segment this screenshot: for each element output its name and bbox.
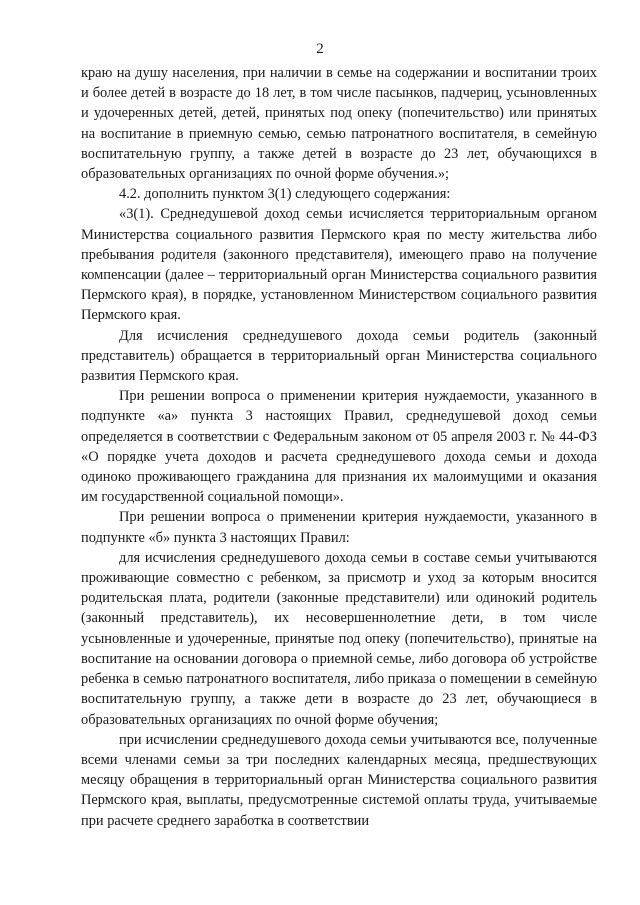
- paragraph-clause-3-1: «3(1). Среднедушевой доход семьи исчисляется территориальным органом Министерства социального развития Пермского края по месту жительства либо пребывания родителя (законного представителя), имеющего право на получение компенсации (далее – территориальный орган Министерства социального развития Пермского края), в порядке, установленном Министерством социального развития Пермского края.: [81, 206, 597, 324]
- document-body: [81, 63, 597, 831]
- paragraph-continuation: краю на душу населения, при наличии в семье на содержании и воспитании троих и более детей в возрасте до 18 лет, в том числе пасынков, падчериц, усыновленных и удочеренных детей, детей, принятых под опеку (попечительство) или принятых на воспитание в приемную семью, семью патронатного воспитателя, в семейную воспитательную группу, а также детей в возрасте до 23 лет, обучающихся в образовательных организациях по очной форме обучения.»;: [81, 65, 597, 183]
- paragraph-amendment-4-2: 4.2. дополнить пунктом 3(1) следующего содержания:: [119, 186, 451, 203]
- paragraph-income-calculation: при исчислении среднедушевого дохода семьи учитываются все, полученные всеми членами семьи за три последних календарных месяца, предшествующих месяцу обращения в территориальный орган Министерства социального развития Пермского края, выплаты, предусмотренные системой оплаты труда, учитываемые при расчете среднего заработка в соответствии: [81, 731, 597, 829]
- paragraph-application: Для исчисления среднедушевого дохода семьи родитель (законный представитель) обращается в территориальный орган Министерства социального развития Пермского края.: [81, 327, 597, 385]
- paragraph-criterion-b: При решении вопроса о применении критерия нуждаемости, указанного в подпункте «б» пункта 3 настоящих Правил:: [81, 509, 597, 546]
- page-number: 2: [316, 41, 324, 57]
- paragraph-family-composition: для исчисления среднедушевого дохода семьи в составе семьи учитываются проживающие совместно с ребенком, за присмотр и уход за которым вносится родительская плата, родители (законные представители) или одинокий родитель (законный представитель), их несовершеннолетние дети, в том числе усыновленные и удочеренные, принятые под опеку (попечительство), принятые на воспитание на основании договора о приемной семье, либо договора об устройстве ребенка в семью патронатного воспитателя, либо приказа о помещении в семейную воспитательную группу, а также дети в возрасте до 23 лет, обучающиеся в образовательных организациях по очной форме обучения;: [81, 549, 597, 728]
- paragraph-criterion-a: При решении вопроса о применении критерия нуждаемости, указанного в подпункте «а» пункта 3 настоящих Правил, среднедушевой доход семьи определяется в соответствии с Федеральным законом от 05 апреля 2003 г. № 44-ФЗ «О порядке учета доходов и расчета среднедушевого дохода семьи и дохода одиноко проживающего гражданина для признания их малоимущими и оказания им государственной социальной помощи».: [81, 388, 597, 506]
